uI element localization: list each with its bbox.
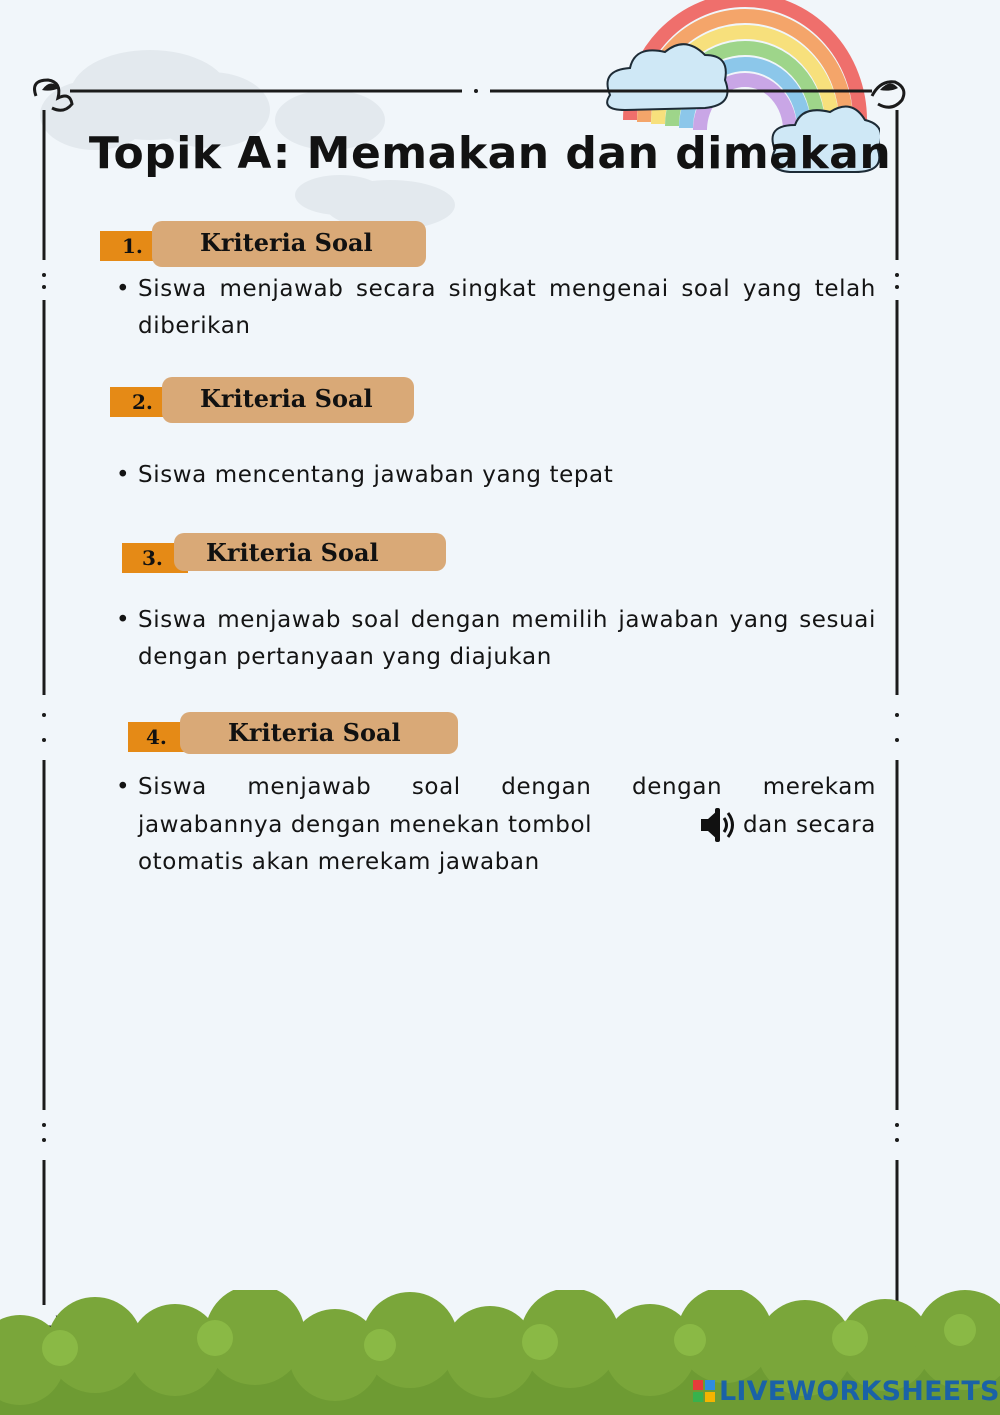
criteria-text-3: • Siswa menjawab soal dengan memilih jawaban yang sesuai dengan pertanyaan yang diajukan	[116, 602, 876, 676]
criteria-label-1: Kriteria Soal	[152, 221, 426, 267]
criteria-number-2: 2.	[110, 387, 178, 417]
criteria-header-1	[100, 221, 430, 267]
speaker-icon	[699, 806, 741, 844]
bullet: •	[116, 774, 131, 800]
criteria-label-3: Kriteria Soal	[174, 533, 446, 571]
logo-grid-icon	[693, 1380, 715, 1402]
criteria-number-3: 3.	[122, 543, 188, 573]
liveworksheets-logo	[693, 1376, 1000, 1406]
page-title: Topik A: Memakan dan dimakan	[88, 128, 892, 179]
criteria-label-2: Kriteria Soal	[162, 377, 414, 423]
criteria-header-3	[122, 533, 447, 579]
bullet: •	[116, 462, 131, 488]
criteria-number-1: 1.	[100, 231, 170, 261]
criteria-header-4	[128, 712, 460, 758]
criteria-label-4: Kriteria Soal	[180, 712, 458, 754]
criteria-header-2	[110, 377, 415, 423]
criteria-text-1: • Siswa menjawab secara singkat mengenai soal yang telah diberikan	[116, 271, 876, 345]
watermark-text: LIVEWORKSHEETS	[719, 1376, 1000, 1407]
criteria-number-4: 4.	[128, 722, 194, 752]
bullet: •	[116, 276, 131, 302]
criteria-text-2: • Siswa mencentang jawaban yang tepat	[116, 457, 876, 494]
criteria-text-4: • Siswa menjawab soal dengan dengan merekam jawabannya dengan menekan tombol dan secara otomatis akan merekam jawaban	[116, 769, 876, 881]
bullet: •	[116, 607, 131, 633]
